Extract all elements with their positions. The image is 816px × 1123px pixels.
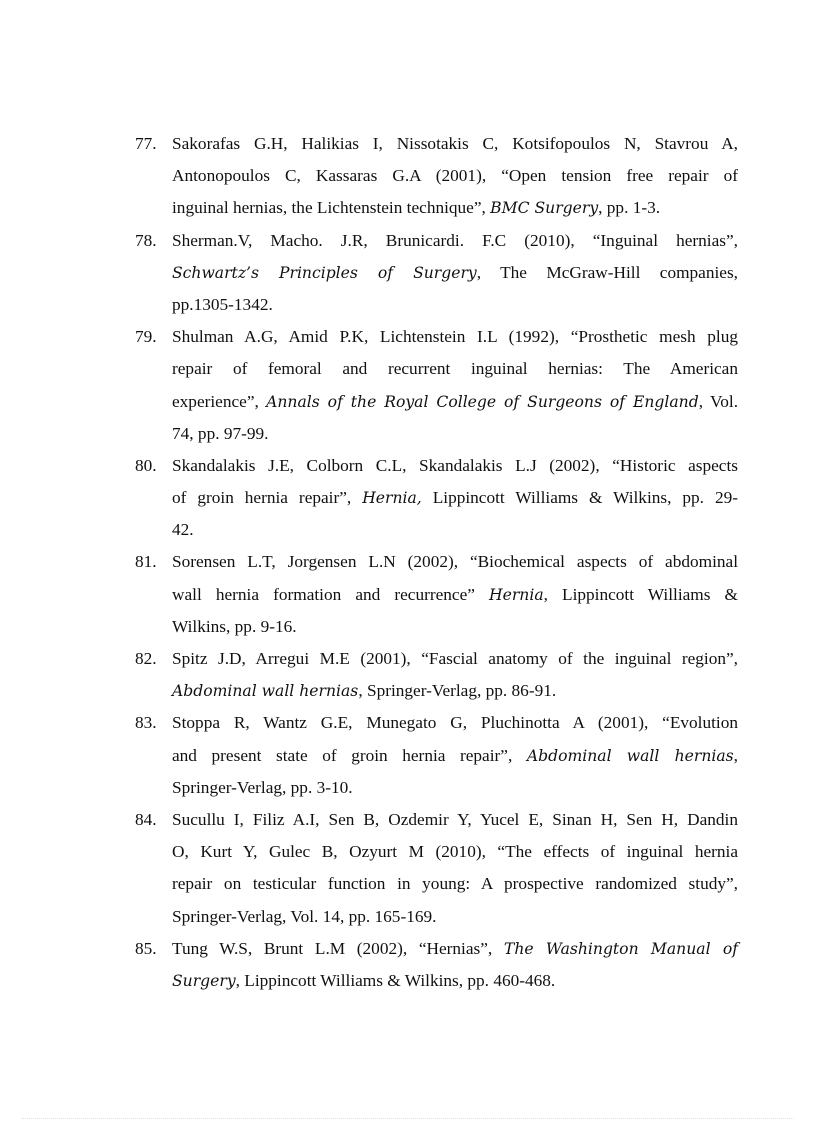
reference-text: Antonopoulos C, Kassaras G.A (2001), “Open tension free repair of: [172, 166, 738, 186]
reference-line: [172, 675, 738, 707]
italic-title: Abdominal wall hernias: [526, 746, 734, 765]
reference-number: 85.: [135, 938, 157, 958]
reference-text: , Lippincott Williams & Wilkins, pp. 460-468.: [235, 970, 556, 990]
reference-text: , pp. 1-3.: [598, 198, 661, 218]
italic-title: Hernia,: [362, 489, 422, 508]
reference-text: , The McGraw-Hill companies,: [476, 262, 738, 282]
italic-title: Annals of the Royal College of Surgeons of England: [266, 392, 699, 411]
reference-line: [172, 836, 738, 868]
reference-number: 83.: [135, 713, 157, 733]
reference-text: and present state of groin hernia repair”,: [172, 745, 527, 765]
reference-text: ,: [733, 745, 738, 765]
reference-line: [172, 128, 738, 160]
reference-line: [172, 579, 738, 611]
reference-line: [172, 353, 738, 385]
reference-text: Sherman.V, Macho. J.R, Brunicardi. F.C (2010), “Inguinal hernias”,: [172, 230, 738, 250]
reference-text: wall hernia formation and recurrence”: [172, 584, 490, 604]
reference-line: [172, 546, 738, 578]
reference-line: [172, 386, 738, 418]
reference-text: , Springer-Verlag, pp. 86-91.: [358, 681, 557, 701]
reference-number: 81.: [135, 552, 157, 572]
reference-line: [172, 450, 738, 482]
reference-line: [172, 965, 738, 997]
reference-item: [135, 546, 738, 643]
reference-number: 84.: [135, 809, 157, 829]
reference-line: [172, 257, 738, 289]
reference-line: [172, 418, 738, 450]
reference-number: 82.: [135, 649, 157, 668]
reference-text: O, Kurt Y, Gulec B, Ozyurt M (2010), “The effects of inguinal hernia: [172, 842, 738, 862]
reference-text: Sucullu I, Filiz A.I, Sen B, Ozdemir Y, Yucel E, Sinan H, Sen H, Dandin: [172, 809, 738, 829]
reference-item: [135, 933, 739, 997]
reference-text: Sakorafas G.H, Halikias I, Nissotakis C, Kotsifopoulos N, Stavrou A,: [172, 134, 738, 153]
reference-line: [172, 192, 738, 224]
reference-text: inguinal hernias, the Lichtenstein technique”,: [172, 198, 491, 218]
italic-title: Schwartz’s Principles of Surgery: [172, 263, 477, 282]
reference-line: [172, 321, 738, 353]
reference-line: [172, 901, 738, 933]
reference-item: [135, 804, 738, 933]
reference-text: pp.1305-1342.: [172, 294, 273, 314]
reference-text: , Lippincott Williams &: [543, 584, 738, 604]
reference-text: , Vol.: [698, 391, 739, 411]
italic-title: Surgery: [172, 971, 236, 990]
italic-title: The Washington Manual of: [503, 939, 739, 958]
reference-text: Stoppa R, Wantz G.E, Munegato G, Pluchinotta A (2001), “Evolution: [172, 713, 738, 733]
reference-number: 80.: [135, 455, 157, 475]
reference-text: Skandalakis J.E, Colborn C.L, Skandalakis L.J (2002), “Historic aspects: [172, 455, 738, 475]
reference-number: 79.: [135, 327, 157, 347]
reference-item: [135, 707, 738, 804]
italic-title: Abdominal wall hernias: [172, 682, 359, 701]
italic-title: Hernia: [489, 585, 544, 604]
reference-text: 74, pp. 97-99.: [172, 423, 269, 443]
reference-number: 78.: [135, 230, 157, 250]
reference-item: [135, 225, 738, 322]
reference-item: [135, 643, 738, 707]
reference-list: [0, 128, 816, 997]
reference-line: [172, 514, 738, 546]
reference-text: repair on testicular function in young: A prospective randomized study”,: [172, 874, 738, 894]
reference-number: 77.: [135, 134, 157, 153]
reference-line: [172, 160, 738, 192]
reference-text: Spitz J.D, Arregui M.E (2001), “Fascial anatomy of the inguinal region”,: [172, 649, 738, 668]
reference-item: [135, 321, 739, 450]
reference-line: [172, 225, 738, 257]
reference-text: Springer-Verlag, pp. 3-10.: [172, 777, 353, 797]
reference-line: [172, 868, 738, 900]
reference-item: [135, 128, 738, 225]
reference-text: Springer-Verlag, Vol. 14, pp. 165-169.: [172, 906, 437, 926]
reference-text: repair of femoral and recurrent inguinal hernias: The American: [172, 359, 738, 379]
reference-line: [172, 482, 738, 514]
reference-line: [172, 611, 738, 643]
reference-line: [172, 707, 738, 739]
italic-title: BMC Surgery: [490, 199, 599, 218]
reference-text: Sorensen L.T, Jorgensen L.N (2002), “Biochemical aspects of abdominal: [172, 552, 738, 572]
reference-text: 42.: [172, 520, 194, 540]
reference-line: [172, 772, 738, 804]
page-bottom-divider: [22, 1118, 794, 1119]
reference-line: [172, 740, 738, 772]
reference-text: Wilkins, pp. 9-16.: [172, 616, 297, 636]
reference-text: Tung W.S, Brunt L.M (2002), “Hernias”,: [172, 938, 504, 958]
reference-line: [172, 933, 738, 965]
reference-text: experience”,: [172, 391, 267, 411]
reference-line: [172, 804, 738, 836]
reference-item: [135, 450, 738, 547]
reference-text: Lippincott Williams & Wilkins, pp. 29-: [421, 488, 738, 508]
reference-text: of groin hernia repair”,: [172, 488, 363, 508]
reference-line: [172, 289, 738, 321]
reference-text: Shulman A.G, Amid P.K, Lichtenstein I.L (1992), “Prosthetic mesh plug: [172, 327, 738, 347]
reference-line: [172, 643, 738, 675]
